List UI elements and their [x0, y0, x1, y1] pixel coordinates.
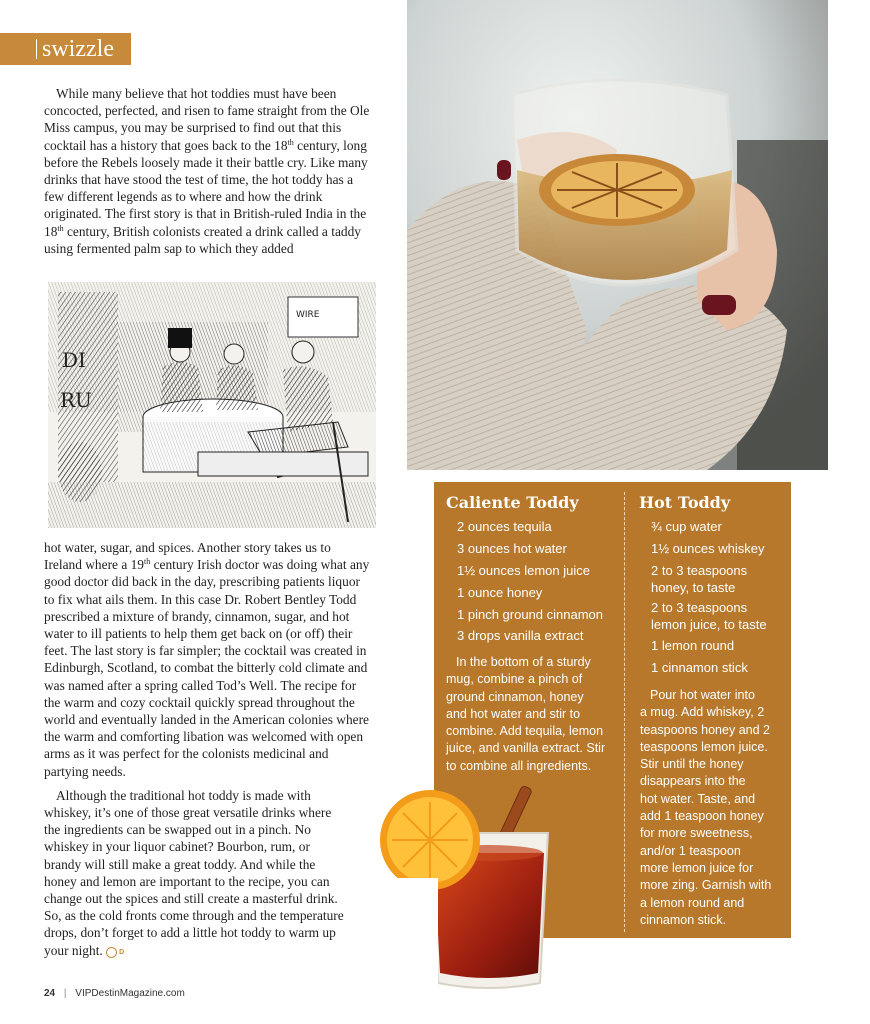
caliente-toddy-title: Caliente Toddy [446, 493, 579, 512]
ingredient-item: 3 drops vanilla extract [457, 628, 584, 643]
footer-separator: | [63, 988, 67, 999]
ingredient-item: 3 ounces hot water [457, 541, 567, 556]
caliente-directions [446, 654, 621, 775]
ingredient-item: 1½ ounces whiskey [651, 541, 765, 556]
direction-line: more zing. Garnish with [640, 878, 772, 893]
ingredient-line: honey, to taste [651, 579, 736, 595]
toddy-glass-photo [368, 778, 558, 993]
direction-line: ground cinnamon, honey [446, 689, 584, 704]
section-tag-label: swizzle [42, 36, 114, 62]
sign-text: WIRE [296, 310, 320, 320]
recipe-divider [624, 492, 625, 932]
text-run: While many believe that hot toddies must have been concocted, perfected, and risen to fame straight from the Ole Miss campus, you may be surprised to find out that this cocktail has a history that goes back to the 18 [44, 86, 370, 153]
direction-line: a lemon round and [640, 895, 745, 910]
ingredient-item: 1 cinnamon stick [651, 660, 748, 675]
direction-line: a mug. Add whiskey, 2 [640, 705, 765, 720]
superscript: th [144, 557, 151, 567]
text-run: Although the traditional hot toddy is made with whiskey, it’s one of those great versatile drinks where the ingredients can be swapped out in a pinch. No whiskey in your liquor cabinet? Bourbon, rum, or brandy will still make a great toddy. And while the honey and lemon are important to the recipe, you can change out the spices and still create a masterful drink. So, as the cold fronts come through and the temperature drops, don’t forget to add a little hot toddy to warm up your night. [44, 787, 344, 958]
ingredient-item: 2 ounces tequila [457, 519, 552, 534]
article-column-top [44, 85, 371, 257]
direction-line: In the bottom of a sturdy [456, 655, 591, 669]
direction-line: more lemon juice for [640, 860, 754, 875]
end-mark-icon: D [106, 947, 117, 958]
ingredient-item: ¾ cup water [651, 519, 722, 534]
direction-line: hot water. Taste, and [640, 791, 756, 806]
direction-line: and/or 1 teaspoon [640, 843, 741, 858]
ingredient-line: 2 to 3 teaspoons [651, 600, 748, 615]
section-tag [0, 33, 131, 65]
glass-illustration [368, 778, 558, 993]
page-footer [44, 988, 185, 999]
ingredient-line: 2 to 3 teaspoons [651, 563, 748, 578]
direction-line: mug, combine a pinch of [446, 672, 583, 687]
page-number: 24 [44, 988, 56, 999]
direction-line: for more sweetness, [640, 826, 753, 841]
hot-toddy-hands-photo [407, 0, 828, 470]
text-run: century, British colonists created a drink called a taddy using fermented palm sap to which they added [44, 223, 361, 256]
sign-text: RU [60, 388, 92, 412]
article-paragraph-1-continued [44, 539, 371, 780]
ingredient-line: lemon juice, to taste [651, 616, 767, 632]
victorian-engraving-illustration [48, 282, 376, 528]
direction-line: cinnamon stick. [640, 912, 727, 927]
ingredient-item [651, 563, 747, 596]
sign-text: DI [62, 348, 86, 372]
direction-line: and hot water and stir to [446, 706, 581, 721]
article-paragraph-2 [44, 787, 349, 959]
text-run: century, long before the Rebels loosely made it their battle cry. Like many drinks that have stood the test of time, the hot toddy has a few different legends as to where and how the drink originated. The first story is that in British-ruled India in the 18 [44, 137, 368, 239]
direction-line: Stir until the honey [640, 757, 744, 772]
footer-site: VIPDestinMagazine.com [75, 988, 185, 999]
tag-divider [36, 39, 37, 59]
ingredient-item: 1½ ounces lemon juice [457, 563, 590, 578]
hot-toddy-directions [640, 687, 790, 929]
direction-line: teaspoons lemon juice. [640, 739, 768, 754]
ingredient-item: 1 ounce honey [457, 585, 543, 600]
direction-line: juice, and vanilla extract. Stir [446, 741, 606, 756]
direction-line: add 1 teaspoon honey [640, 809, 764, 824]
direction-line: Pour hot water into [650, 688, 755, 702]
hot-toddy-title: Hot Toddy [639, 493, 731, 512]
direction-line: combine. Add tequila, lemon [446, 724, 604, 739]
text-run: century Irish doctor was doing what any good doctor did back in the day, prescribing patients liquor to fix what ails them. In this case Dr. Robert Bentley Todd prescribed a mixture of brandy, cinnamon, sugar, and hot water to ill patients to help them get back on (or off) their feet. The last story is far simpler; the cocktail was created in Edinburgh, Scotland, to combat the bitterly cold climate and was named after a spring called Tod’s Well. The recipe for the warm and cozy cocktail quickly spread throughout the world and eventually landed in the American colonies where the warm and comforting libation was welcomed with open arms as it was perfect for the colonists medicinal and partying needs. [44, 557, 370, 779]
article-paragraph-1 [44, 85, 371, 257]
superscript: th [57, 223, 64, 233]
text-run: hot water, sugar, and spices. Another story takes us to Ireland where a 19 [44, 540, 331, 573]
direction-line: teaspoons honey and 2 [640, 722, 770, 737]
superscript: th [287, 137, 294, 147]
ingredient-item: 1 pinch ground cinnamon [457, 607, 603, 622]
engraving-drawing [48, 282, 376, 528]
ingredient-item: 1 lemon round [651, 638, 735, 653]
direction-line: disappears into the [640, 774, 746, 789]
photo-illustration [407, 0, 828, 470]
direction-line: to combine all ingredients. [446, 758, 592, 773]
ingredient-item [651, 600, 767, 633]
article-column-bottom [44, 539, 371, 959]
